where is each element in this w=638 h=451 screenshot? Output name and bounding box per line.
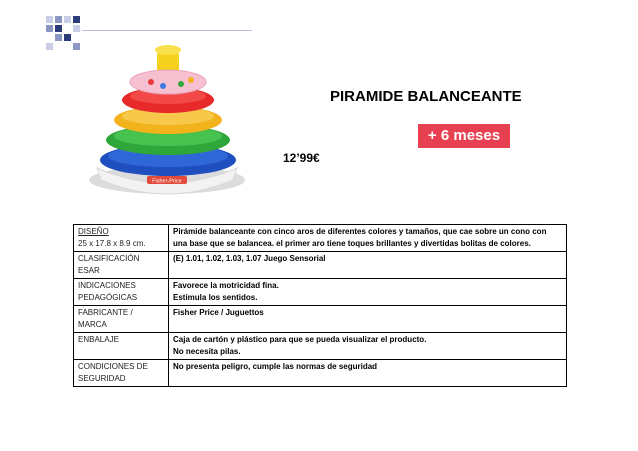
design-value: Pirámide balanceante con cinco aros de diferentes colores y tamaños, que cae sobre un cono con una base que se balancea. el primer aro tiene toques brillantes y divertidas bolitas de colores. (169, 225, 567, 252)
table-row (74, 225, 567, 252)
indications-line-1: Favorece la motricidad fina. (173, 281, 279, 290)
packaging-line-2: No necesita pilas. (173, 347, 241, 356)
safety-label: CONDICIONES DE (78, 362, 148, 371)
safety-label-2: SEGURIDAD (78, 374, 126, 383)
table-row (74, 252, 567, 279)
toy-image (85, 40, 250, 200)
maker-label-2: MARCA (78, 320, 107, 329)
classification-label: CLASIFICACIÓN (78, 254, 140, 263)
table-row (74, 279, 567, 306)
indications-line-2: Estimula los sentidos. (173, 293, 258, 302)
design-dimensions: 25 x 17.8 x 8.9 cm. (78, 239, 146, 248)
label-indications (74, 279, 169, 306)
table-row (74, 360, 567, 387)
brand-logo: Fisher-Price (152, 178, 182, 185)
header-rule (82, 30, 252, 31)
classification-value: (E) 1.01, 1.02, 1.03, 1.07 Juego Sensorial (169, 252, 567, 279)
label-packaging: ENBALAJE (74, 333, 169, 360)
table-row (74, 306, 567, 333)
design-label: DISEÑO (78, 227, 109, 236)
safety-value: No presenta peligro, cumple las normas de seguridad (169, 360, 567, 387)
packaging-value (169, 333, 567, 360)
indications-label: INDICACIONES (78, 281, 136, 290)
classification-label-2: ESAR (78, 266, 100, 275)
packaging-line-1: Caja de cartón y plástico para que se pueda visualizar el producto. (173, 335, 427, 344)
indications-label-2: PEDAGÓGICAS (78, 293, 138, 302)
maker-label: FABRICANTE / (78, 308, 133, 317)
product-title: PIRAMIDE BALANCEANTE (330, 88, 522, 105)
label-safety (74, 360, 169, 387)
label-design (74, 225, 169, 252)
label-classification (74, 252, 169, 279)
maker-value: Fisher Price / Juguettos (169, 306, 567, 333)
label-maker (74, 306, 169, 333)
age-badge: + 6 meses (418, 124, 510, 148)
price: 12’99€ (283, 151, 320, 165)
table-row (74, 333, 567, 360)
spec-table (73, 224, 567, 387)
indications-value (169, 279, 567, 306)
